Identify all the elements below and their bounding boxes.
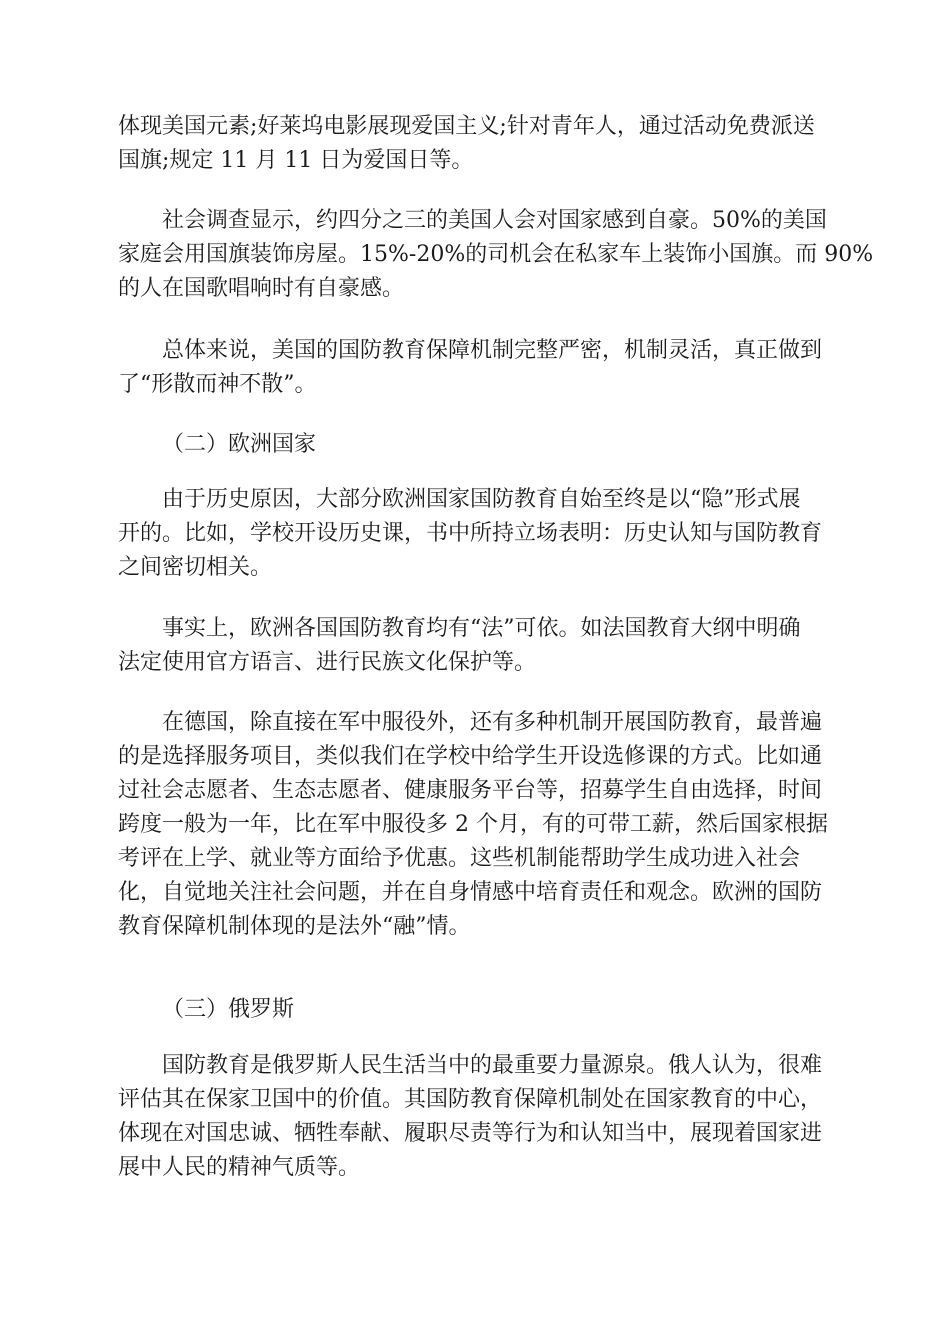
paragraph-line: 国旗;规定 11 月 11 日为爱国日等。 bbox=[118, 148, 474, 173]
paragraph-line: 事实上，欧洲各国国防教育均有“法”可依。如法国教育大纲中明确 bbox=[162, 616, 801, 641]
paragraph-survey bbox=[118, 204, 874, 306]
section-heading-russia bbox=[118, 993, 838, 1027]
paragraph-line: 之间密切相关。 bbox=[118, 555, 273, 580]
paragraph-line: 国防教育是俄罗斯人民生活当中的最重要力量源泉。俄人认为，很难 bbox=[162, 1053, 823, 1078]
paragraph-line: 化，自觉地关注社会问题，并在自身情感中培育责任和观念。欧洲的国防 bbox=[118, 880, 823, 905]
paragraph-line: 在德国，除直接在军中服役外，还有多种机制开展国防教育，最普遍 bbox=[162, 710, 823, 735]
section-heading-europe bbox=[118, 428, 838, 462]
paragraph-line: 家庭会用国旗装饰房屋。15%-20%的司机会在私家车上装饰小国旗。而 90% bbox=[118, 242, 874, 267]
section-heading: （二）欧洲国家 bbox=[162, 432, 317, 457]
paragraph-line: 总体来说，美国的国防教育保障机制完整严密，机制灵活，真正做到 bbox=[162, 338, 823, 363]
paragraph-line: 由于历史原因，大部分欧洲国家国防教育自始至终是以“隐”形式展 bbox=[162, 487, 801, 512]
section-heading: （三）俄罗斯 bbox=[162, 997, 295, 1022]
paragraph-line: 考评在上学、就业等方面给予优惠。这些机制能帮助学生成功进入社会 bbox=[118, 846, 801, 871]
paragraph-line: 跨度一般为一年，比在军中服役多 2 个月，有的可带工薪，然后国家根据 bbox=[118, 812, 828, 837]
paragraph-line: 的人在国歌唱响时有自豪感。 bbox=[118, 276, 405, 301]
paragraph-line: 体现美国元素;好莱坞电影展现爱国主义;针对青年人，通过活动免费派送 bbox=[118, 114, 815, 139]
paragraph-line: 评估其在保家卫国中的价值。其国防教育保障机制处在国家教育的中心， bbox=[118, 1087, 823, 1112]
paragraph-us-summary bbox=[118, 334, 838, 402]
paragraph-line: 体现在对国忠诚、牺牲奉献、履职尽责等行为和认知当中，展现着国家进 bbox=[118, 1121, 823, 1146]
paragraph-europe-history bbox=[118, 483, 838, 585]
paragraph-line: 教育保障机制体现的是法外“融”情。 bbox=[118, 914, 471, 939]
paragraph-europe-law bbox=[118, 612, 838, 680]
paragraph-line: 过社会志愿者、生态志愿者、健康服务平台等，招募学生自由选择，时间 bbox=[118, 778, 823, 803]
paragraph-germany bbox=[118, 706, 838, 944]
paragraph-line: 了“形散而神不散”。 bbox=[118, 372, 317, 397]
paragraph-line: 法定使用官方语言、进行民族文化保护等。 bbox=[118, 650, 537, 675]
paragraph-line: 的是选择服务项目，类似我们在学校中给学生开设选修课的方式。比如通 bbox=[118, 744, 823, 769]
paragraph-line: 开的。比如，学校开设历史课，书中所持立场表明：历史认知与国防教育 bbox=[118, 521, 823, 546]
paragraph-line: 社会调查显示，约四分之三的美国人会对国家感到自豪。50%的美国 bbox=[162, 208, 827, 233]
paragraph-russia bbox=[118, 1049, 838, 1185]
paragraph-line: 展中人民的精神气质等。 bbox=[118, 1155, 361, 1180]
paragraph-us-symbols bbox=[118, 110, 838, 178]
